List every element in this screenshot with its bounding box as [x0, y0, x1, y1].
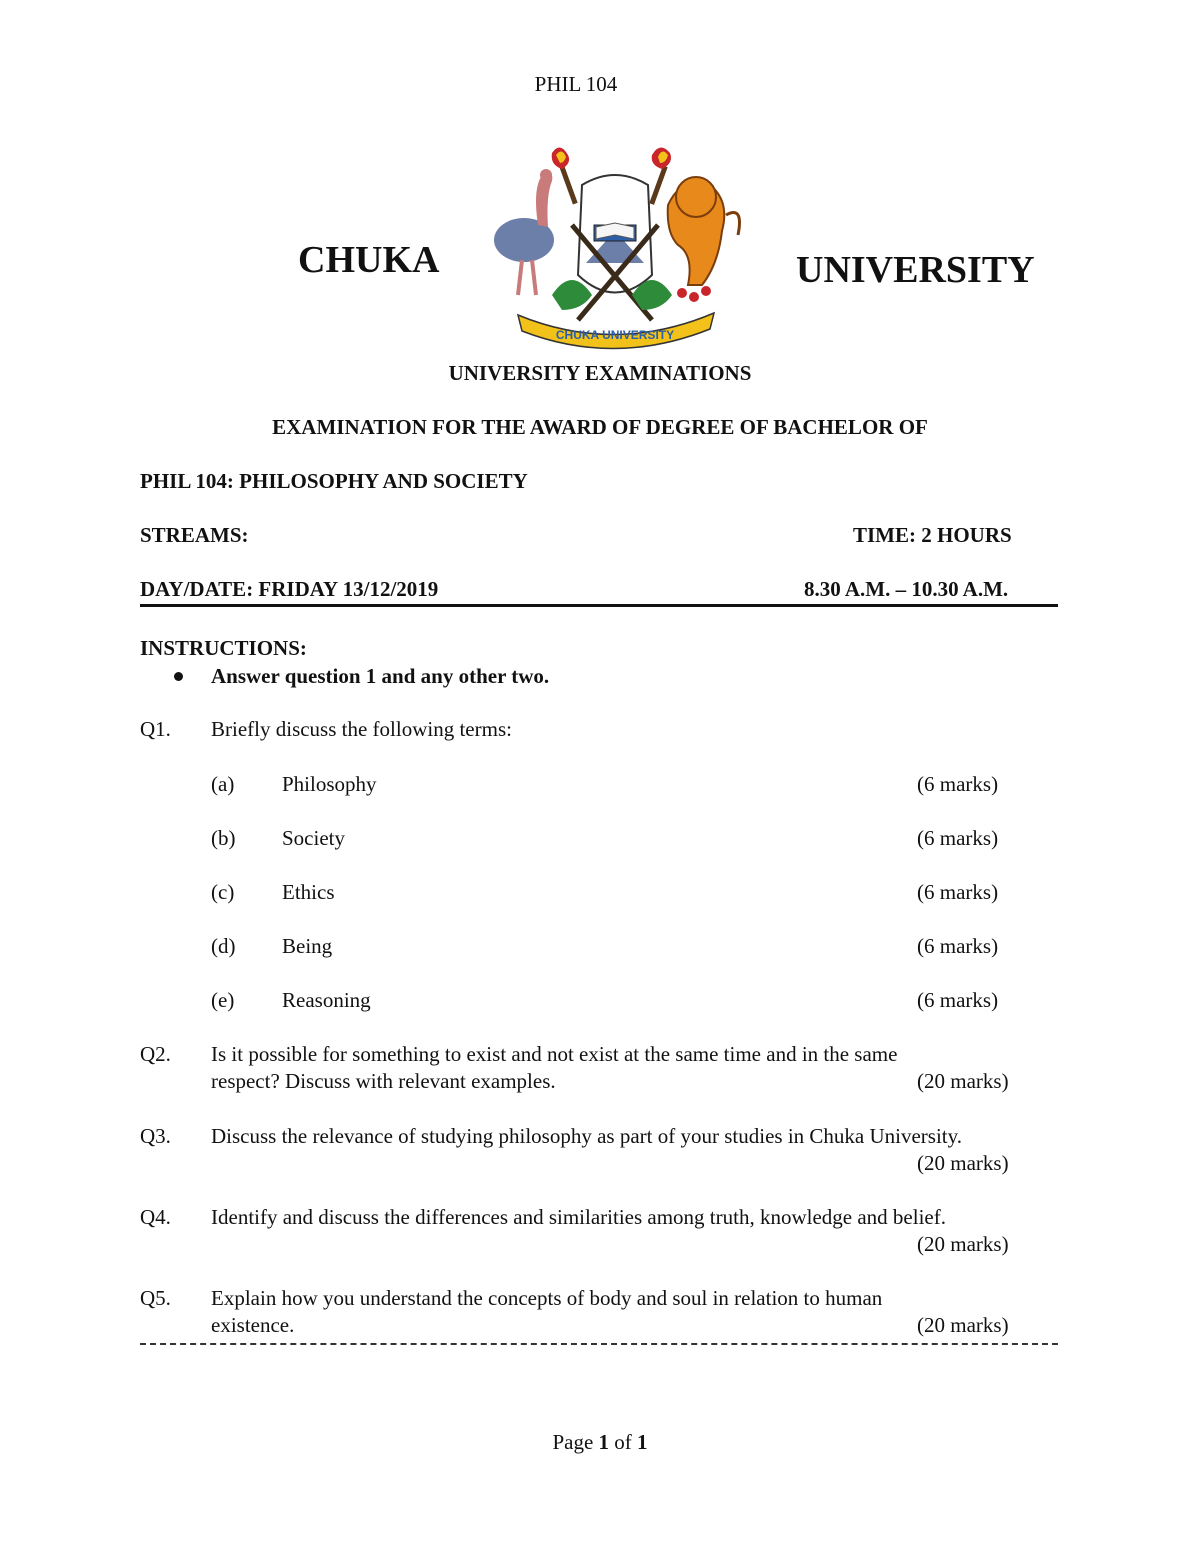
running-header: PHIL 104	[534, 72, 618, 96]
part-label: (d)	[211, 934, 236, 958]
page-number	[0, 1430, 1200, 1455]
instructions-heading: INSTRUCTIONS:	[140, 636, 307, 660]
question-number: Q1.	[140, 717, 171, 741]
question-text: Discuss the relevance of studying philosophy as part of your studies in Chuka University.	[211, 1124, 963, 1148]
university-crest-logo	[482, 145, 748, 351]
question-marks: (20 marks)	[917, 1069, 1009, 1093]
question-text-continued: respect? Discuss with relevant examples.	[211, 1069, 556, 1093]
exam-hours: 8.30 A.M. – 10.30 A.M.	[804, 577, 1009, 601]
part-marks: (6 marks)	[917, 826, 999, 850]
page-current: 1	[598, 1430, 610, 1454]
part-label: (e)	[211, 988, 235, 1012]
question-marks: (20 marks)	[917, 1232, 1009, 1256]
header-divider	[140, 604, 1058, 607]
part-term: Being	[282, 934, 333, 958]
part-marks: (6 marks)	[917, 934, 999, 958]
question-text: Briefly discuss the following terms:	[211, 717, 512, 741]
page-total: 1	[637, 1430, 648, 1454]
part-marks: (6 marks)	[917, 988, 999, 1012]
bullet-icon	[174, 672, 183, 681]
end-divider	[140, 1343, 1058, 1345]
part-label: (c)	[211, 880, 235, 904]
question-number: Q4.	[140, 1205, 171, 1229]
question-marks: (20 marks)	[917, 1151, 1009, 1175]
degree-heading: EXAMINATION FOR THE AWARD OF DEGREE OF BACHELOR OF	[272, 415, 928, 439]
part-term: Reasoning	[282, 988, 371, 1012]
page-of: of	[609, 1430, 638, 1454]
question-text: Is it possible for something to exist and not exist at the same time and in the same	[211, 1042, 898, 1066]
part-term: Ethics	[282, 880, 335, 904]
part-term: Philosophy	[282, 772, 377, 796]
part-marks: (6 marks)	[917, 880, 999, 904]
part-label: (b)	[211, 826, 236, 850]
university-name-right: UNIVERSITY	[796, 249, 1035, 291]
question-number: Q3.	[140, 1124, 171, 1148]
exam-day-date: DAY/DATE: FRIDAY 13/12/2019	[140, 577, 439, 601]
question-marks: (20 marks)	[917, 1313, 1009, 1337]
exam-duration: TIME: 2 HOURS	[853, 523, 1012, 547]
crest-banner-text: CHUKA UNIVERSITY	[555, 328, 675, 342]
exam-heading: UNIVERSITY EXAMINATIONS	[448, 361, 752, 385]
part-marks: (6 marks)	[917, 772, 999, 796]
course-title: PHIL 104: PHILOSOPHY AND SOCIETY	[140, 469, 528, 493]
university-name-left: CHUKA	[298, 239, 440, 281]
streams-label: STREAMS:	[140, 523, 249, 547]
question-text-continued: existence.	[211, 1313, 295, 1337]
question-text: Explain how you understand the concepts of body and soul in relation to human	[211, 1286, 883, 1310]
question-number: Q5.	[140, 1286, 171, 1310]
instruction-item: Answer question 1 and any other two.	[211, 664, 550, 688]
question-number: Q2.	[140, 1042, 171, 1066]
part-term: Society	[282, 826, 345, 850]
page-prefix: Page	[552, 1430, 599, 1454]
part-label: (a)	[211, 772, 235, 796]
question-text: Identify and discuss the differences and similarities among truth, knowledge and belief.	[211, 1205, 946, 1229]
